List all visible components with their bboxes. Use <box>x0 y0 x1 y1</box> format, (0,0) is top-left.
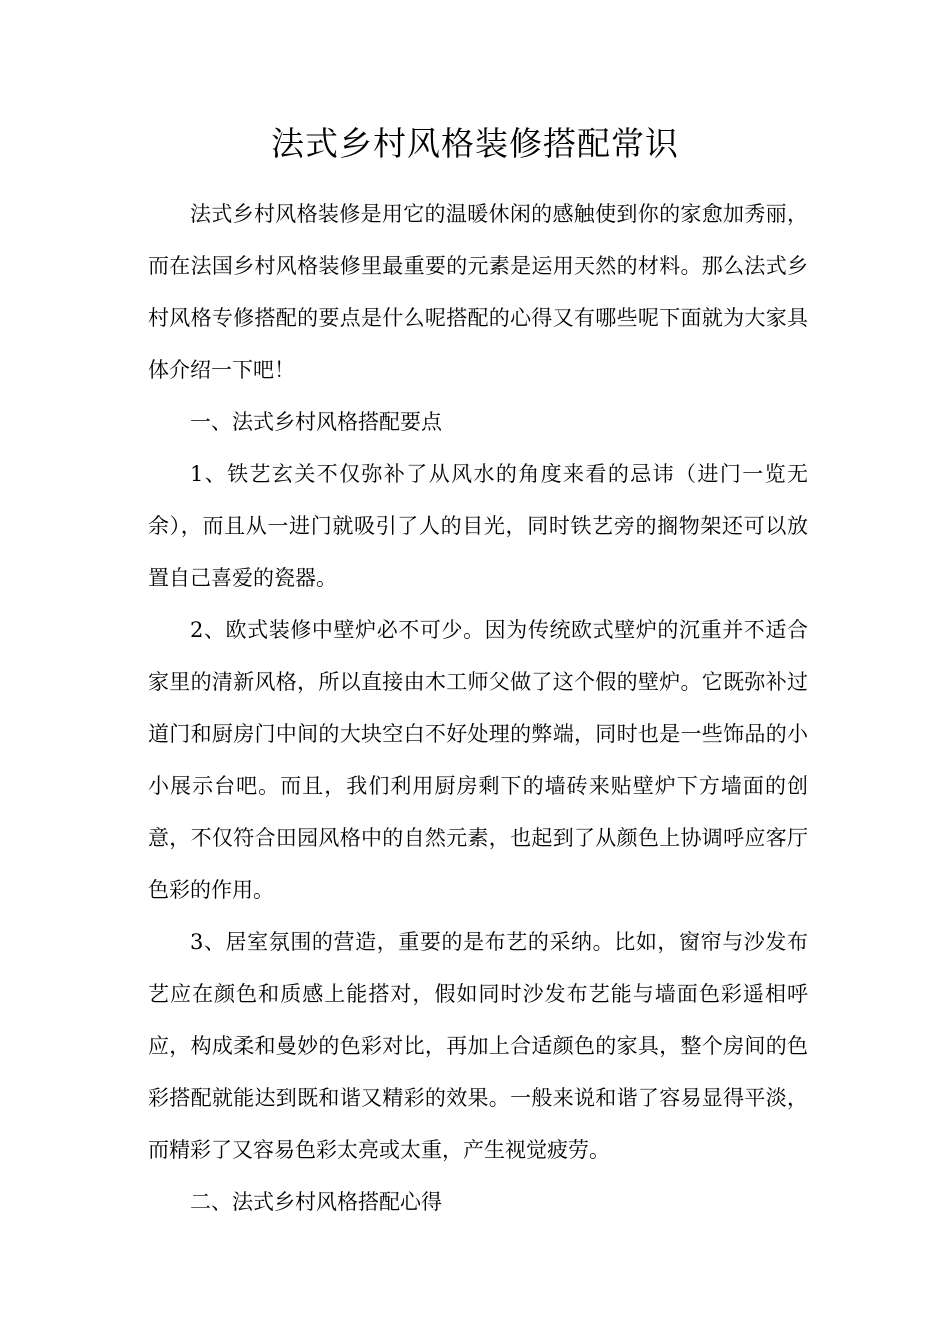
intro-paragraph: 法式乡村风格装修是用它的温暖休闲的感触使到你的家愈加秀丽，而在法国乡村风格装修里最重要的元素是运用天然的材料。那么法式乡村风格专修搭配的要点是什么呢搭配的心得又有哪些呢下面就为大家具体介绍一下吧！ <box>148 202 808 382</box>
point-paragraph-3: 3、居室氛围的营造，重要的是布艺的采纳。比如，窗帘与沙发布艺应在颜色和质感上能搭对，假如同时沙发布艺能与墙面色彩遥相呼应，构成柔和曼妙的色彩对比，再加上合适颜色的家具，整个房间的色彩搭配就能达到既和谐又精彩的效果。一般来说和谐了容易显得平淡，而精彩了又容易色彩太亮或太重，产生视觉疲劳。 <box>148 930 808 1162</box>
point-paragraph-2: 2、欧式装修中壁炉必不可少。因为传统欧式壁炉的沉重并不适合家里的清新风格，所以直接由木工师父做了这个假的壁炉。它既弥补过道门和厨房门中间的大块空白不好处理的弊端，同时也是一些饰品的小小展示台吧。而且，我们利用厨房剩下的墙砖来贴壁炉下方墙面的创意，不仅符合田园风格中的自然元素，也起到了从颜色上协调呼应客厅色彩的作用。 <box>148 618 808 902</box>
point-paragraph-1: 1、铁艺玄关不仅弥补了从风水的角度来看的忌讳（进门一览无余），而且从一进门就吸引了人的目光，同时铁艺旁的搁物架还可以放置自己喜爱的瓷器。 <box>148 462 808 590</box>
document-body <box>148 188 808 1228</box>
section-heading-1: 一、法式乡村风格搭配要点 <box>190 410 442 434</box>
section-heading-2: 二、法式乡村风格搭配心得 <box>190 1190 442 1214</box>
document-title: 法式乡村风格装修搭配常识 <box>271 124 679 163</box>
